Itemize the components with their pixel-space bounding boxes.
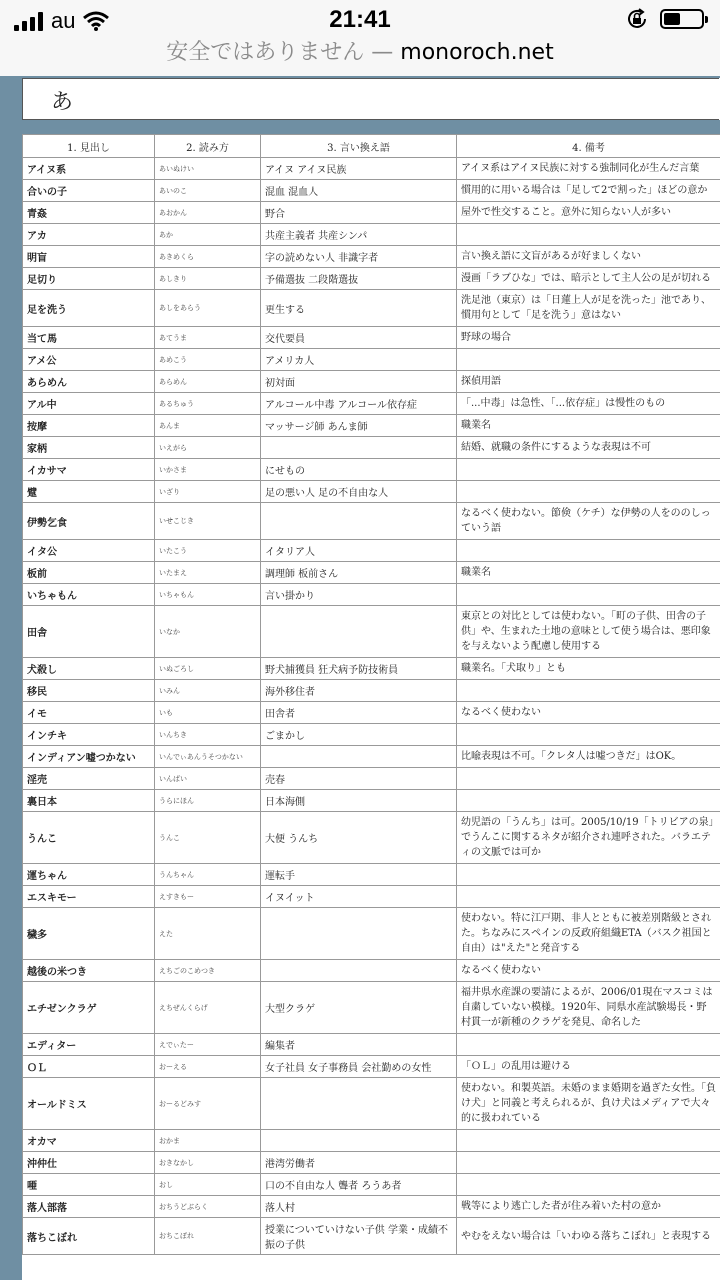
cell-reading: えた <box>155 908 261 960</box>
battery-icon <box>660 9 704 29</box>
cell-alternative: 授業についていけない子供 学業・成績不振の子供 <box>261 1218 457 1255</box>
cell-headword: 犬殺し <box>23 658 155 680</box>
cell-reading: うんちゃん <box>155 864 261 886</box>
cell-note <box>457 886 720 908</box>
cell-note <box>457 790 720 812</box>
cell-note <box>457 1152 720 1174</box>
table-row <box>23 268 720 290</box>
cell-headword: 青姦 <box>23 202 155 224</box>
domain-label: monoroch.net <box>400 40 554 65</box>
dictionary-table <box>22 134 720 1255</box>
column-header: 2. 読み方 <box>155 135 261 158</box>
cell-reading: あしきり <box>155 268 261 290</box>
cell-headword: 運ちゃん <box>23 864 155 886</box>
table-row <box>23 371 720 393</box>
cell-headword: 按摩 <box>23 415 155 437</box>
cell-alternative: イタリア人 <box>261 540 457 562</box>
cell-headword: 越後の米つき <box>23 960 155 982</box>
insecure-label: 安全ではありません — <box>166 40 401 65</box>
rotation-lock-icon <box>626 8 648 30</box>
cell-headword: 沖仲仕 <box>23 1152 155 1174</box>
cell-alternative: アイヌ アイヌ民族 <box>261 158 457 180</box>
cell-alternative: 売春 <box>261 768 457 790</box>
table-row <box>23 437 720 459</box>
table-row <box>23 1078 720 1130</box>
cell-headword: 田舎 <box>23 606 155 658</box>
cell-headword: 移民 <box>23 680 155 702</box>
cell-alternative: 港湾労働者 <box>261 1152 457 1174</box>
cell-headword: うんこ <box>23 812 155 864</box>
cell-note: 探偵用語 <box>457 371 720 393</box>
cell-reading: おちこぼれ <box>155 1218 261 1255</box>
table-row <box>23 768 720 790</box>
cell-headword: 当て馬 <box>23 327 155 349</box>
cell-headword: オールドミス <box>23 1078 155 1130</box>
cell-note <box>457 584 720 606</box>
page-content <box>22 78 720 1280</box>
table-row <box>23 415 720 437</box>
cell-note: 職業名 <box>457 562 720 584</box>
cell-headword: エスキモー <box>23 886 155 908</box>
cell-headword: 板前 <box>23 562 155 584</box>
cell-alternative: 田舎者 <box>261 702 457 724</box>
cell-reading: おし <box>155 1174 261 1196</box>
cell-note <box>457 680 720 702</box>
cell-headword: あらめん <box>23 371 155 393</box>
cell-note <box>457 224 720 246</box>
cell-note: 使わない。特に江戸期、非人とともに被差別階級とされた。ちなみにスペインの反政府組織ETA（バスク祖国と自由）は"えた"と発音する <box>457 908 720 960</box>
cell-alternative: 口の不自由な人 聾者 ろうあ者 <box>261 1174 457 1196</box>
cell-alternative: 運転手 <box>261 864 457 886</box>
cell-headword: アカ <box>23 224 155 246</box>
table-header-row <box>23 135 720 158</box>
cell-note <box>457 864 720 886</box>
cell-headword: 唖 <box>23 1174 155 1196</box>
cell-headword: 合いの子 <box>23 180 155 202</box>
cell-alternative: イヌイット <box>261 886 457 908</box>
cell-note: アイヌ系はアイヌ民族に対する強制同化が生んだ言葉 <box>457 158 720 180</box>
cell-alternative: 予備選抜 二段階選抜 <box>261 268 457 290</box>
cell-headword: イモ <box>23 702 155 724</box>
table-row <box>23 349 720 371</box>
cell-headword: 足を洗う <box>23 290 155 327</box>
cell-reading: えちごのこめつき <box>155 960 261 982</box>
cell-reading: おーるどみす <box>155 1078 261 1130</box>
table-row <box>23 908 720 960</box>
cell-reading: あいのこ <box>155 180 261 202</box>
cell-alternative: マッサージ師 あんま師 <box>261 415 457 437</box>
cell-reading: いんでぃあんうそつかない <box>155 746 261 768</box>
cell-headword: アメ公 <box>23 349 155 371</box>
cell-alternative: ごまかし <box>261 724 457 746</box>
table-row <box>23 158 720 180</box>
cell-headword: オカマ <box>23 1130 155 1152</box>
cell-reading: おーえる <box>155 1056 261 1078</box>
cell-note: 結婚、就職の条件にするような表現は不可 <box>457 437 720 459</box>
cell-note: 慣用的に用いる場合は「足して2で割った」ほどの意か <box>457 180 720 202</box>
cell-reading: おきなかし <box>155 1152 261 1174</box>
cell-reading: あいぬけい <box>155 158 261 180</box>
cell-headword: 足切り <box>23 268 155 290</box>
cell-note: 比喩表現は不可。「クレタ人は嘘つきだ」はOK。 <box>457 746 720 768</box>
cell-headword: アイヌ系 <box>23 158 155 180</box>
address-bar[interactable] <box>0 40 720 76</box>
section-title: あ <box>51 90 74 115</box>
cell-note: 言い換え語に文盲があるが好ましくない <box>457 246 720 268</box>
cell-alternative: 編集者 <box>261 1034 457 1056</box>
cell-reading: うんこ <box>155 812 261 864</box>
cell-alternative: にせもの <box>261 459 457 481</box>
cell-note <box>457 724 720 746</box>
carrier-label: au <box>51 8 76 33</box>
table-row <box>23 1152 720 1174</box>
table-row <box>23 1130 720 1152</box>
column-header: 4. 備考 <box>457 135 720 158</box>
cell-headword: 落人部落 <box>23 1196 155 1218</box>
cell-reading: いざり <box>155 481 261 503</box>
table-row <box>23 724 720 746</box>
cell-headword: 躄 <box>23 481 155 503</box>
table-row <box>23 790 720 812</box>
cell-note: 戦等により逃亡した者が住み着いた村の意か <box>457 1196 720 1218</box>
cell-alternative: 野合 <box>261 202 457 224</box>
cell-reading: いちゃもん <box>155 584 261 606</box>
cell-headword: 明盲 <box>23 246 155 268</box>
table-row <box>23 202 720 224</box>
cell-reading: あしをあらう <box>155 290 261 327</box>
cell-reading: えでぃたー <box>155 1034 261 1056</box>
cell-alternative <box>261 503 457 540</box>
table-row <box>23 864 720 886</box>
table-row <box>23 459 720 481</box>
cell-alternative: 日本海側 <box>261 790 457 812</box>
cell-reading: いんばい <box>155 768 261 790</box>
cell-note: 幼児語の「うんち」は可。2005/10/19「トリビアの泉」でうんこに関するネタが紹介され連呼された。バラエティの文脈では可か <box>457 812 720 864</box>
cell-note: 東京との対比としては使わない。「町の子供、田舎の子供」や、生まれた土地の意味として使う場合は、悪印象を与えないよう配慮し使用する <box>457 606 720 658</box>
cell-note: 「ＯＬ」の乱用は避ける <box>457 1056 720 1078</box>
cell-alternative: 更生する <box>261 290 457 327</box>
column-header: 1. 見出し <box>23 135 155 158</box>
table-row <box>23 1174 720 1196</box>
cell-reading: あきめくら <box>155 246 261 268</box>
table-row <box>23 562 720 584</box>
cell-note: 屋外で性交すること。意外に知らない人が多い <box>457 202 720 224</box>
cell-note: 漫画「ラブひな」では、暗示として主人公の足が切れる <box>457 268 720 290</box>
cell-note <box>457 1034 720 1056</box>
cell-alternative <box>261 606 457 658</box>
cell-note: なるべく使わない <box>457 702 720 724</box>
cell-alternative <box>261 437 457 459</box>
cell-headword: インチキ <box>23 724 155 746</box>
cell-alternative: 交代要員 <box>261 327 457 349</box>
cell-reading: いかさま <box>155 459 261 481</box>
cell-headword: エディター <box>23 1034 155 1056</box>
cell-alternative: 言い掛かり <box>261 584 457 606</box>
cell-reading: あめこう <box>155 349 261 371</box>
table-row <box>23 1034 720 1056</box>
cell-note: 洗足池（東京）は「日蓮上人が足を洗った」池であり、慣用句として「足を洗う」意はない <box>457 290 720 327</box>
table-row <box>23 393 720 415</box>
table-row <box>23 960 720 982</box>
cell-alternative: 共産主義者 共産シンパ <box>261 224 457 246</box>
cell-alternative <box>261 960 457 982</box>
table-row <box>23 658 720 680</box>
cell-reading: いんちき <box>155 724 261 746</box>
cell-note: 使わない。和製英語。未婚のまま婚期を過ぎた女性。「負け犬」と同義と考えられるが、負け犬はメディアで大々的に扱われている <box>457 1078 720 1130</box>
cell-headword: イタ公 <box>23 540 155 562</box>
cell-alternative: 字の読めない人 非識字者 <box>261 246 457 268</box>
cell-reading: いぬごろし <box>155 658 261 680</box>
cell-alternative: 落人村 <box>261 1196 457 1218</box>
cell-reading: いせこじき <box>155 503 261 540</box>
cell-headword: 裏日本 <box>23 790 155 812</box>
cell-headword: エチゼンクラゲ <box>23 982 155 1034</box>
cell-reading: いみん <box>155 680 261 702</box>
clock: 21:41 <box>329 6 391 33</box>
cell-headword: アル中 <box>23 393 155 415</box>
cell-headword: 伊勢乞食 <box>23 503 155 540</box>
cell-note: 「...中毒」は急性、「...依存症」は慢性のもの <box>457 393 720 415</box>
cell-note: 職業名 <box>457 415 720 437</box>
table-row <box>23 1056 720 1078</box>
cell-note: 野球の場合 <box>457 327 720 349</box>
cell-note: 職業名。「犬取り」とも <box>457 658 720 680</box>
table-row <box>23 584 720 606</box>
cell-note <box>457 1130 720 1152</box>
column-header: 3. 言い換え語 <box>261 135 457 158</box>
cell-reading: いなか <box>155 606 261 658</box>
cell-alternative: 大型クラゲ <box>261 982 457 1034</box>
cell-alternative: 海外移住者 <box>261 680 457 702</box>
cell-reading: おちうどぶらく <box>155 1196 261 1218</box>
section-header <box>22 78 719 120</box>
cell-headword: ＯＬ <box>23 1056 155 1078</box>
cell-note: 福井県水産課の要請によるが、2006/01現在マスコミは自粛していない模様。1920年、同県水産試験場長・野村貫一が新種のクラゲを発見、命名した <box>457 982 720 1034</box>
cell-headword: 家柄 <box>23 437 155 459</box>
cell-reading: あらめん <box>155 371 261 393</box>
cell-reading: いたまえ <box>155 562 261 584</box>
cell-alternative: 大便 うんち <box>261 812 457 864</box>
cell-headword: 穢多 <box>23 908 155 960</box>
cell-alternative: 混血 混血人 <box>261 180 457 202</box>
cell-note <box>457 481 720 503</box>
cell-alternative <box>261 1130 457 1152</box>
cell-note: やむをえない場合は「いわゆる落ちこぼれ」と表現する <box>457 1218 720 1255</box>
divider <box>22 120 720 134</box>
cell-reading: あおかん <box>155 202 261 224</box>
table-row <box>23 982 720 1034</box>
table-row <box>23 1196 720 1218</box>
table-row <box>23 327 720 349</box>
table-row <box>23 540 720 562</box>
cell-alternative: 足の悪い人 足の不自由な人 <box>261 481 457 503</box>
cell-reading: いえがら <box>155 437 261 459</box>
cell-reading: えすきもー <box>155 886 261 908</box>
table-row <box>23 746 720 768</box>
cell-note <box>457 349 720 371</box>
cell-note: なるべく使わない。節倹（ケチ）な伊勢の人をののしっていう語 <box>457 503 720 540</box>
table-row <box>23 481 720 503</box>
cell-headword: インディアン嘘つかない <box>23 746 155 768</box>
table-row <box>23 503 720 540</box>
cell-note <box>457 768 720 790</box>
cell-note <box>457 459 720 481</box>
cell-reading: あてうま <box>155 327 261 349</box>
cell-alternative: アメリカ人 <box>261 349 457 371</box>
cell-alternative <box>261 908 457 960</box>
table-row <box>23 886 720 908</box>
cell-headword: 落ちこぼれ <box>23 1218 155 1255</box>
table-row <box>23 246 720 268</box>
cell-reading: あか <box>155 224 261 246</box>
cell-alternative <box>261 1078 457 1130</box>
cell-reading: うらにほん <box>155 790 261 812</box>
cell-alternative: アルコール中毒 アルコール依存症 <box>261 393 457 415</box>
cell-reading: おかま <box>155 1130 261 1152</box>
status-bar <box>0 0 720 40</box>
cell-reading: あんま <box>155 415 261 437</box>
cell-headword: いちゃもん <box>23 584 155 606</box>
cell-alternative: 調理師 板前さん <box>261 562 457 584</box>
cell-note <box>457 1174 720 1196</box>
table-row <box>23 812 720 864</box>
cell-alternative: 初対面 <box>261 371 457 393</box>
cell-reading: あるちゅう <box>155 393 261 415</box>
table-row <box>23 290 720 327</box>
cell-alternative <box>261 746 457 768</box>
table-row <box>23 1218 720 1255</box>
cell-alternative: 女子社員 女子事務員 会社勤めの女性 <box>261 1056 457 1078</box>
table-row <box>23 224 720 246</box>
cell-reading: いたこう <box>155 540 261 562</box>
cell-reading: いも <box>155 702 261 724</box>
table-row <box>23 680 720 702</box>
table-row <box>23 606 720 658</box>
table-row <box>23 180 720 202</box>
cell-note <box>457 540 720 562</box>
table-row <box>23 702 720 724</box>
cell-note: なるべく使わない <box>457 960 720 982</box>
cell-reading: えちぜんくらげ <box>155 982 261 1034</box>
cell-headword: イカサマ <box>23 459 155 481</box>
cell-headword: 淫売 <box>23 768 155 790</box>
cell-alternative: 野犬捕獲員 狂犬病予防技術員 <box>261 658 457 680</box>
